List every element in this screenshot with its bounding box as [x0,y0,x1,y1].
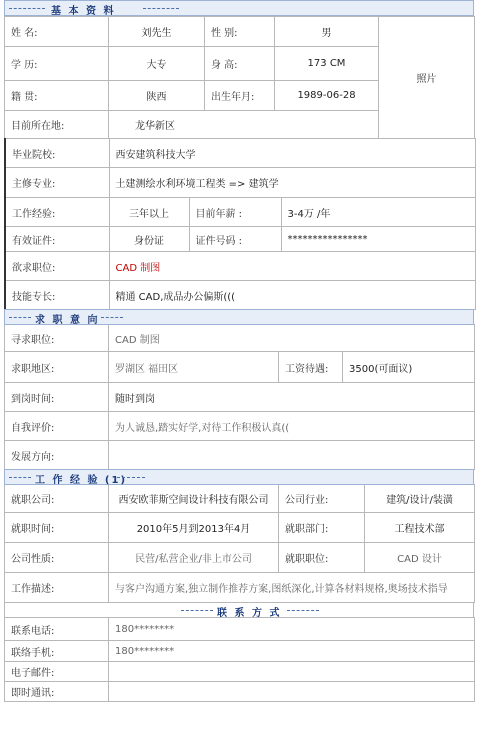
mobile-label: 联络手机: [5,641,109,662]
pay-label: 工资待遇: [279,352,343,383]
area-label: 求职地区: [5,352,109,383]
pay-value: 3500(可面议) [343,352,475,383]
eval-value: 为人诚恳,踏实好学,对待工作积极认真(( [109,412,475,441]
nature-value: 民营/私营企业/非上市公司 [109,543,279,573]
location-value: 龙华新区 [109,111,379,139]
major-value: 土建测绘水利环境工程类 => 建筑学 [109,168,475,198]
contact-table [4,617,475,702]
height-label: 身 高: [205,47,275,81]
dev-label: 发展方向: [5,441,109,470]
arrive-value: 随时到岗 [109,383,475,412]
birth-label: 出生年月: [205,81,275,111]
name-value: 刘先生 [109,17,205,47]
cert-no-label: 证件号码 : [189,227,281,252]
salary-value: 3-4万 /年 [281,198,475,227]
height-value: 173 CM [275,47,379,81]
exp-value: 三年以上 [109,198,189,227]
nature-label: 公司性质: [5,543,109,573]
gender-value: 男 [275,17,379,47]
pos-label: 寻求职位: [5,325,109,352]
location-label: 目前所在地: [5,111,109,139]
dash-left [9,317,31,318]
company-label: 就职公司: [5,485,109,513]
photo-cell: 照片 [379,17,475,139]
edu-label: 学 历: [5,47,109,81]
skill-value: 精通 CAD,成品办公偏斯((( [109,281,475,310]
im-value [109,682,475,702]
origin-value: 陕西 [109,81,205,111]
section-work-title: 工 作 经 验 (1) [35,475,128,486]
dev-value [109,441,475,470]
work-table [4,484,475,603]
skill-label: 技能专长: [5,281,109,310]
time-value: 2010年5月到2013年4月 [109,513,279,543]
desc-value: 与客户沟通方案,独立制作推荐方案,图纸深化,计算各材料规格,奥场技术指导 [109,573,475,603]
section-contact-header [4,602,474,618]
email-value [109,662,475,682]
gender-label: 性 别: [205,17,275,47]
section-intent-title: 求 职 意 向 [35,315,100,326]
exp-label: 工作经验: [5,198,109,227]
seek-label: 欲求职位: [5,252,109,281]
phone-value: 180******** [109,618,475,641]
section-work-header [4,469,474,485]
job-label: 就职职位: [279,543,365,573]
eval-label: 自我评价: [5,412,109,441]
desc-label: 工作描述: [5,573,109,603]
email-label: 电子邮件: [5,662,109,682]
school-label: 毕业院校: [5,139,109,168]
basic-table [4,16,475,139]
dash-right [101,317,123,318]
cert-label: 有效证件: [5,227,109,252]
time-label: 就职时间: [5,513,109,543]
basic-table-2 [4,138,476,310]
dash-left [9,8,45,9]
area-value: 罗湖区 福田区 [109,352,279,383]
dept-value: 工程技术部 [365,513,475,543]
arrive-label: 到岗时间: [5,383,109,412]
company-value: 西安欧菲斯空间设计科技有限公司 [109,485,279,513]
dept-label: 就职部门: [279,513,365,543]
section-intent-header [4,309,474,325]
origin-label: 籍 贯: [5,81,109,111]
resume [4,0,474,702]
mobile-value: 180******** [109,641,475,662]
intent-table [4,324,475,470]
dash-right [117,477,145,478]
im-label: 即时通讯: [5,682,109,702]
name-label: 姓 名: [5,17,109,47]
school-value: 西安建筑科技大学 [109,139,475,168]
section-contact-title: 联 系 方 式 [217,608,282,619]
major-label: 主修专业: [5,168,109,198]
salary-label: 目前年薪 : [189,198,281,227]
phone-label: 联系电话: [5,618,109,641]
job-value: CAD 设计 [365,543,475,573]
edu-value: 大专 [109,47,205,81]
cert-value: 身份证 [109,227,189,252]
industry-label: 公司行业: [279,485,365,513]
section-basic-header [4,0,474,16]
section-basic-title: 基 本 资 料 [51,6,116,17]
industry-value: 建筑/设计/装潢 [365,485,475,513]
dash-right [287,610,319,611]
seek-value: CAD 制图 [109,252,475,281]
dash-left [181,610,213,611]
cert-no-value: **************** [281,227,475,252]
dash-left [9,477,31,478]
birth-value: 1989-06-28 [275,81,379,111]
dash-right [143,8,179,9]
pos-value: CAD 制图 [109,325,475,352]
